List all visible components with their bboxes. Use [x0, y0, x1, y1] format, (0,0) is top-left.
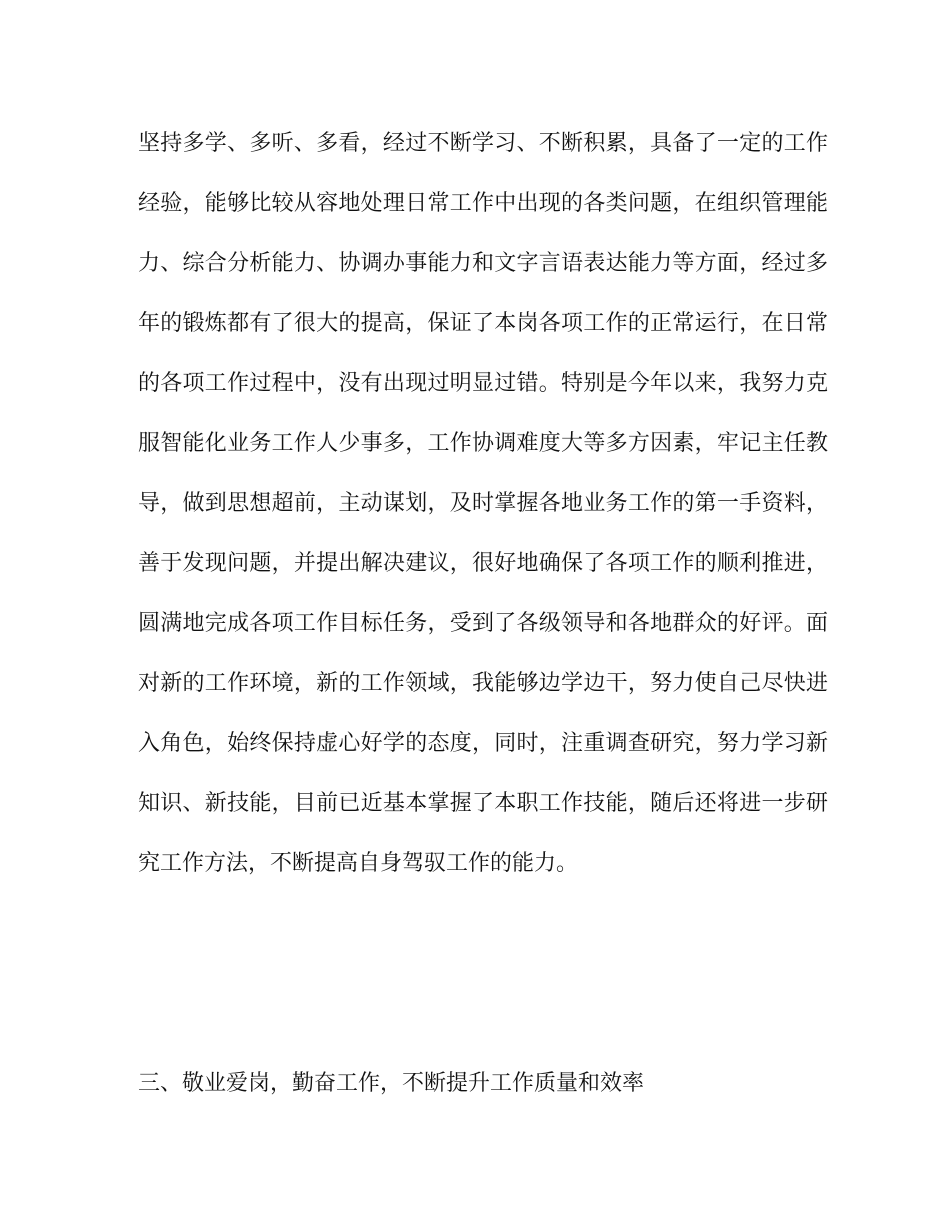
paragraph-line: 入角色，始终保持虚心好学的态度，同时，注重调查研究，努力学习新: [138, 731, 828, 756]
section-heading: 三、敬业爱岗，勤奋工作，不断提升工作质量和效率: [138, 1071, 645, 1096]
paragraph-line: 导，做到思想超前，主动谋划，及时掌握各地业务工作的第一手资料，: [138, 491, 828, 516]
paragraph-line: 善于发现问题，并提出解决建议，很好地确保了各项工作的顺利推进，: [138, 551, 828, 576]
paragraph-line: 对新的工作环境，新的工作领域，我能够边学边干，努力使自己尽快进: [138, 671, 828, 696]
paragraph-line: 究工作方法，不断提高自身驾驭工作的能力。: [138, 851, 579, 876]
paragraph-line: 的各项工作过程中，没有出现过明显过错。特别是今年以来，我努力克: [138, 371, 828, 396]
paragraph-line: 服智能化业务工作人少事多，工作协调难度大等多方因素，牢记主任教: [138, 431, 828, 456]
paragraph-line: 力、综合分析能力、协调办事能力和文字言语表达能力等方面，经过多: [138, 251, 828, 276]
paragraph-line: 圆满地完成各项工作目标任务，受到了各级领导和各地群众的好评。面: [138, 611, 828, 636]
body-paragraph: [138, 122, 828, 902]
paragraph-line: 坚持多学、多听、多看，经过不断学习、不断积累，具备了一定的工作: [138, 131, 828, 156]
paragraph-line: 年的锻炼都有了很大的提高，保证了本岗各项工作的正常运行，在日常: [138, 311, 828, 336]
paragraph-line: 知识、新技能，目前已近基本掌握了本职工作技能，随后还将进一步研: [138, 791, 828, 816]
paragraph-line: 经验，能够比较从容地处理日常工作中出现的各类问题，在组织管理能: [138, 191, 828, 216]
